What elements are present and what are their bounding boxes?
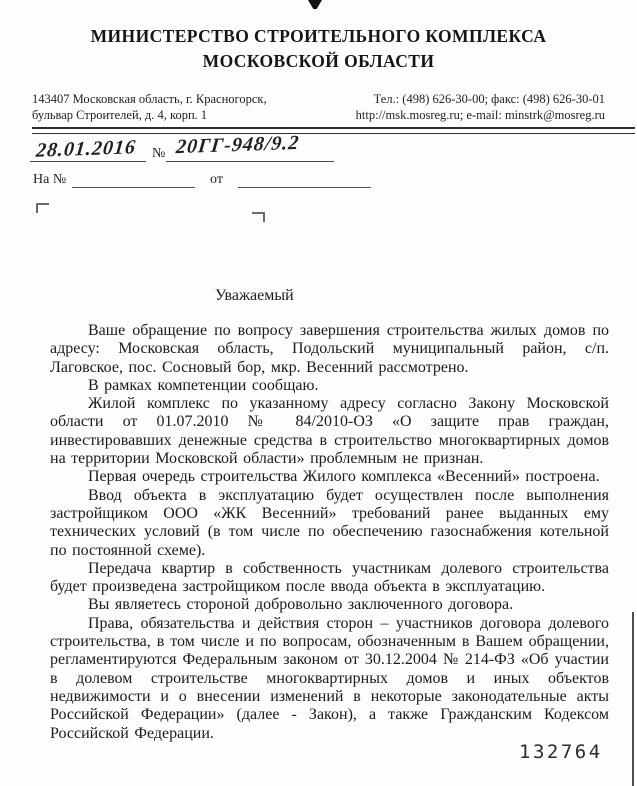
contact-web-line: http://msk.mosreg.ru; e-mail: minstrk@mosreg.ru <box>355 107 605 122</box>
reply-number-underline <box>72 187 195 188</box>
outgoing-number-underline <box>166 161 334 162</box>
scan-artifact-line <box>632 612 634 786</box>
contact-details <box>356 92 605 123</box>
handwritten-outgoing-number: 20ГГ-948/9.2 <box>174 131 301 159</box>
letter-paragraph: Права, обязательства и действия сторон – участников договора долевого строительства, в том числе и по вопросам, обозначенным в Вашем обращении, регламентируются Федеральным законом от 30.12.2004 № 214-ФЗ «Об участии в долевом строительстве многоквартирных домов и иных объектов недвижимости и о внесении изменений в некоторые законодательные акты Российской Федерации» (далее - Закон), а также Гражданским Кодексом Российской Федерации. <box>50 614 609 742</box>
addressee-corner-mark-right <box>252 212 265 222</box>
emblem-icon <box>308 0 322 9</box>
reply-to-label: На № <box>33 172 67 187</box>
letter-body <box>50 322 609 743</box>
letter-paragraph: В рамках компетенции сообщаю. <box>88 376 319 394</box>
addressee-corner-mark-left <box>36 203 49 213</box>
date-underline <box>30 161 146 162</box>
ministry-name-line1: МИНИСТЕРСТВО СТРОИТЕЛЬНОГО КОМПЛЕКСА <box>90 26 547 46</box>
handwritten-date: 28.01.2016 <box>34 136 138 162</box>
letter-paragraph: Вы являетесь стороной добровольно заключенного договора. <box>88 596 514 614</box>
ministry-name-line2: МОСКОВСКОЙ ОБЛАСТИ <box>202 51 435 71</box>
contact-block <box>32 92 605 123</box>
document-registration-number: 132764 <box>519 741 603 763</box>
letter-paragraph: Первая очередь строительства Жилого комплекса «Весенний» построена. <box>88 468 600 486</box>
letter-paragraph: Жилой комплекс по указанному адресу согласно Закону Московской области от 01.07.2010 № 84/2010-ОЗ «О защите прав граждан, инвестировавших денежные средства в строительство многоквартирных домов на территории Московской области» проблемным не признан. <box>50 395 609 468</box>
letter-paragraph: Ввод объекта в эксплуатацию будет осуществлен после выполнения застройщиком ООО «ЖК Весенний» требований ранее выданных ему технических условий (в том числе по обеспечению газоснабжения котельной по постоянной схеме). <box>50 486 609 559</box>
letter-paragraph: Ваше обращение по вопросу завершения строительства жилых домов по адресу: Московская область, Подольский муниципальный район, с/п. Лаговское, пос. Сосновый бор, мкр. Весенний рассмотрено. <box>50 322 609 376</box>
letter-paragraph: Передача квартир в собственность участникам долевого строительства будет произведена застройщиком после ввода объекта в эксплуатацию. <box>50 559 609 596</box>
header-divider <box>32 127 635 134</box>
postal-address <box>32 92 267 123</box>
contact-address-line1: 143407 Московская область, г. Красногорск, <box>32 92 267 106</box>
number-sign: № <box>152 146 166 161</box>
salutation: Уважаемый <box>215 287 294 304</box>
reply-from-label: от <box>210 172 223 187</box>
contact-phone-line: Тел.: (498) 626-30-00; факс: (498) 626-30-01 <box>373 92 605 106</box>
reply-date-underline <box>238 187 371 188</box>
contact-address-line2: бульвар Строителей, д. 4, корп. 1 <box>32 107 208 122</box>
letterhead-title <box>0 24 637 74</box>
